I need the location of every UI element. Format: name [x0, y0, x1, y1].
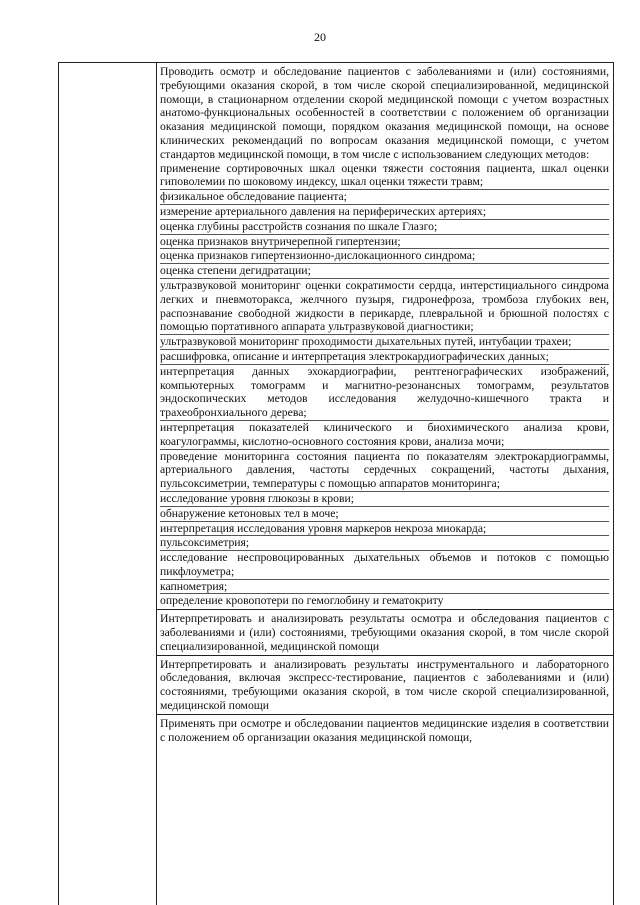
table-right-column — [157, 63, 613, 745]
table-left-column — [59, 63, 157, 905]
cell-text: Проводить осмотр и обследование пациентов с заболеваниями и (или) состояниями, требующими оказания скорой, в том числе скорой специализированной, медицинской помощи, в стационарном отделении скорой медицинской помощи с учетом возрастных анатомо-функциональных особенностей в соответствии с положением об организации оказания медицинской помощи, порядком оказания медицинской помощи, на основе клинических рекомендаций по вопросам оказания медицинской помощи, с учетом стандартов медицинской помощи, в том числе с использованием следующих методов: — [160, 65, 609, 161]
competency-table — [58, 62, 614, 905]
list-item: исследование неспровоцированных дыхательных объемов и потоков с помощью пикфлоуметра; — [160, 551, 609, 578]
list-item: оценка глубины расстройств сознания по шкале Глазго; — [160, 220, 609, 235]
table-cell-interpret-lab — [157, 656, 613, 715]
list-item: ультразвуковой мониторинг проходимости дыхательных путей, интубации трахеи; — [160, 335, 609, 350]
list-item: исследование уровня глюкозы в крови; — [160, 492, 609, 507]
list-item: оценка признаков гипертензионно-дислокационного синдрома; — [160, 249, 609, 264]
list-item: оценка признаков внутричерепной гипертензии; — [160, 235, 609, 250]
list-item: проведение мониторинга состояния пациента по показателям электрокардиограммы, артериального давления, частоты сердечных сокращений, частоты дыхания, пульсоксиметрии, температуры с помощью аппаратов мониторинга; — [160, 449, 609, 491]
cell-text: Интерпретировать и анализировать результаты инструментального и лабораторного обследования, включая экспресс-тестирование, пациентов с заболеваниями и (или) состояниями, требующими оказания скорой, в том числе скорой специализированной, медицинской помощи — [160, 657, 609, 713]
table-cell-medical-devices — [157, 715, 613, 746]
list-item: физикальное обследование пациента; — [160, 190, 609, 205]
list-item: интерпретация данных эхокардиографии, рентгенографических изображений, компьютерных томограмм и магнитно-резонансных томограмм, результатов эндоскопических методов исследования желудочно-кишечного тракта и трахеобронхиального дерева; — [160, 364, 609, 420]
cell-text: Интерпретировать и анализировать результаты осмотра и обследования пациентов с заболеваниями и (или) состояниями, требующими оказания скорой, в том числе скорой специализированной, медицинской помощи — [160, 612, 609, 653]
list-item: пульсоксиметрия; — [160, 536, 609, 551]
list-item: оценка степени дегидратации; — [160, 264, 609, 279]
list-item: капнометрия; — [160, 580, 609, 595]
list-item: ультразвуковой мониторинг оценки сократимости сердца, интерстициального синдрома легких и пневмоторакса, желчного пузыря, гидронефроза, тромбоза глубоких вен, распознавание свободной жидкости в перикарде, плевральной и брюшной полостях с помощью портативного аппарата ультразвуковой диагностики; — [160, 278, 609, 334]
list-item: интерпретация исследования уровня маркеров некроза миокарда; — [160, 522, 609, 537]
list-item: расшифровка, описание и интерпретация электрокардиографических данных; — [160, 350, 609, 365]
table-cell-interpret-results — [157, 610, 613, 655]
table-cell-examination — [157, 63, 613, 610]
list-item: применение сортировочных шкал оценки тяжести состояния пациента, шкал оценки гиповолемии по шоковому индексу, шкал оценки тяжести травм; — [160, 161, 609, 189]
list-item: интерпретация показателей клинического и биохимического анализа крови, коагулограммы, кислотно-основного состояния крови, анализа мочи; — [160, 420, 609, 448]
list-item: измерение артериального давления на периферических артериях; — [160, 205, 609, 220]
list-item: определение кровопотери по гемоглобину и гематокриту — [160, 594, 444, 608]
cell-text: Применять при осмотре и обследовании пациентов медицинские изделия в соответствии с положением об организации оказания медицинской помощи, — [160, 716, 609, 744]
page-number: 20 — [314, 30, 326, 44]
list-item: обнаружение кетоновых тел в моче; — [160, 507, 609, 522]
